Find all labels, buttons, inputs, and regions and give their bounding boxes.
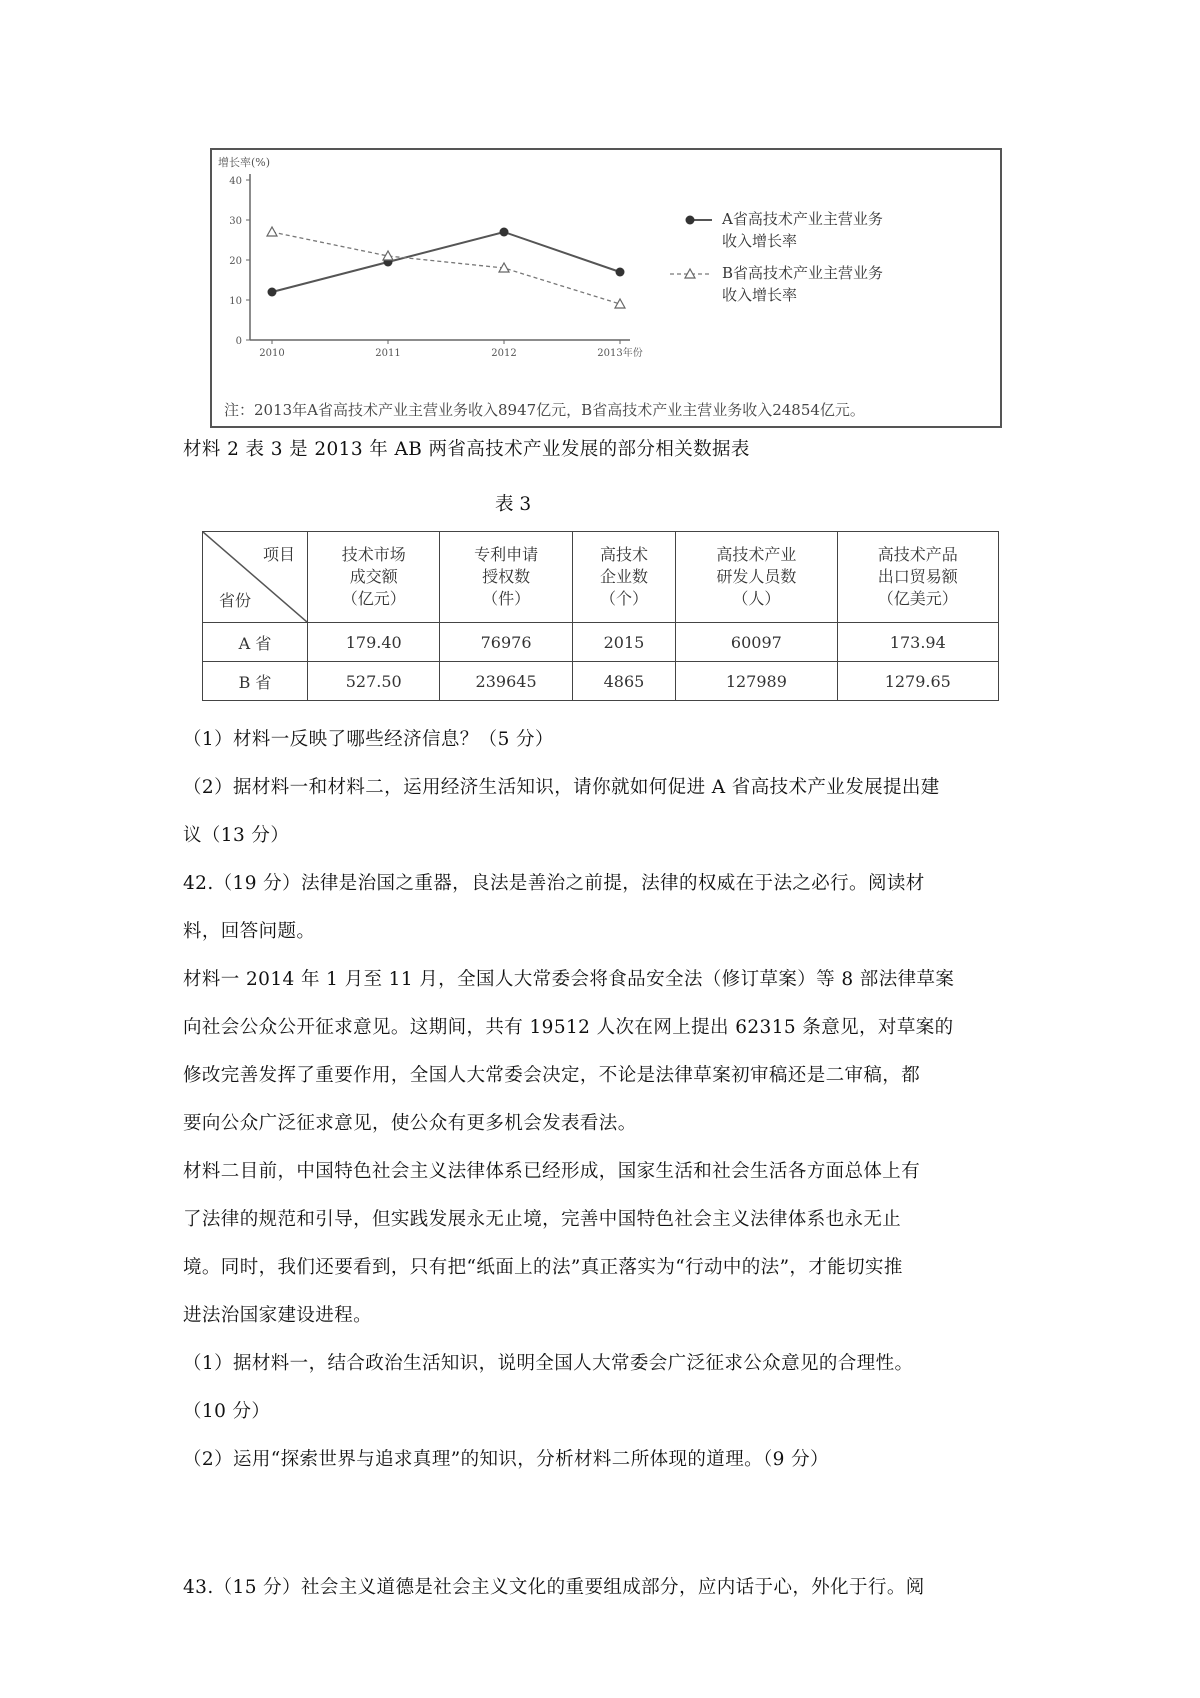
question-42-2: （2）运用“探索世界与追求真理”的知识，分析材料二所体现的道理。（9 分） [183, 1449, 829, 1470]
table-header-cell: 高技术产品 出口贸易额 （亿美元） [837, 532, 998, 623]
table-cell: 4865 [572, 662, 675, 701]
material-1-line: 修改完善发挥了重要作用，全国人大常委会决定，不论是法律草案初审稿还是二审稿，都 [183, 1065, 921, 1086]
table-row [203, 662, 999, 701]
series-line-b [272, 232, 620, 304]
material-1-line: 材料一 2014 年 1 月至 11 月，全国人大常委会将食品安全法（修订草案）等 8 部法律草案 [183, 969, 955, 990]
table-header-row [203, 532, 999, 623]
row-label: B 省 [203, 662, 308, 701]
legend-item-b [722, 262, 883, 306]
y-tick-label: 20 [229, 256, 242, 267]
y-tick-label: 0 [235, 336, 242, 347]
question-42-1: （1）据材料一，结合政治生活知识，说明全国人大常委会广泛征求公众意见的合理性。 [183, 1353, 914, 1374]
table-header-cell: 高技术 企业数 （个） [572, 532, 675, 623]
question-43-stem: 43.（15 分）社会主义道德是社会主义文化的重要组成部分，应内话于心，外化于行。阅 [183, 1577, 925, 1598]
data-point-b [267, 227, 277, 236]
legend-a-line1: A省高技术产业主营业务 [722, 210, 883, 228]
table-cell: 2015 [572, 623, 675, 662]
table-cell: 173.94 [837, 623, 998, 662]
table-header-cell: 高技术产业 研发人员数 （人） [676, 532, 837, 623]
table-cell: 127989 [676, 662, 837, 701]
question-41-1: （1）材料一反映了哪些经济信息？（5 分） [183, 729, 554, 750]
table-cell: 60097 [676, 623, 837, 662]
table-header-cell: 技术市场 成交额 （亿元） [308, 532, 440, 623]
table-caption: 表 3 [495, 494, 532, 515]
row-label: A 省 [203, 623, 308, 662]
x-tick-label: 2011 [375, 348, 401, 359]
corner-label-province: 省份 [219, 591, 252, 610]
question-41-2: （2）据材料一和材料二，运用经济生活知识，请你就如何促进 A 省高技术产业发展提出建 [183, 777, 940, 798]
y-axis-label: 增长率(%) [218, 156, 271, 169]
material-1-line: 要向公众广泛征求意见，使公众有更多机会发表看法。 [183, 1113, 637, 1134]
y-tick-label: 10 [229, 296, 242, 307]
question-41-2-cont: 议（13 分） [183, 825, 290, 846]
table-header-cell: 专利申请 授权数 （件） [440, 532, 572, 623]
legend-item-a [722, 208, 883, 252]
material-2-line: 了法律的规范和引导，但实践发展永无止境，完善中国特色社会主义法律体系也永无止 [183, 1209, 902, 1230]
material-1-line: 向社会公众公开征求意见。这期间，共有 19512 人次在网上提出 62315 条意见，对草案的 [183, 1017, 954, 1038]
data-point-a [616, 268, 625, 277]
question-42-stem-cont: 料，回答问题。 [183, 921, 316, 942]
legend-marker-a [686, 216, 695, 225]
legend-b-line1: B省高技术产业主营业务 [722, 264, 884, 282]
material-2-line: 材料二目前，中国特色社会主义法律体系已经形成，国家生活和社会生活各方面总体上有 [183, 1161, 921, 1182]
x-tick-label: 2012 [491, 348, 517, 359]
data-table-3 [202, 531, 999, 701]
chart-note: 注：2013年A省高技术产业主营业务收入8947亿元，B省高技术产业主营业务收入24854亿元。 [224, 401, 865, 419]
material2-intro: 材料 2 表 3 是 2013 年 AB 两省高技术产业发展的部分相关数据表 [183, 439, 750, 460]
growth-rate-chart [210, 148, 1002, 428]
question-42-stem: 42.（19 分）法律是治国之重器，良法是善治之前提，法律的权威在于法之必行。阅读材 [183, 873, 925, 894]
table-row [203, 623, 999, 662]
corner-label-item: 项目 [262, 545, 295, 564]
data-point-a [268, 288, 277, 297]
x-tick-label: 2013年份 [597, 348, 643, 359]
table-cell: 527.50 [308, 662, 440, 701]
table-cell: 239645 [440, 662, 572, 701]
table-cell: 76976 [440, 623, 572, 662]
material-2-line: 境。同时，我们还要看到，只有把“纸面上的法”真正落实为“行动中的法”，才能切实推 [183, 1257, 903, 1278]
x-tick-label: 2010 [259, 348, 285, 359]
table-corner-cell [203, 532, 308, 623]
data-point-a [500, 228, 509, 237]
y-tick-label: 30 [229, 216, 242, 227]
y-tick-label: 40 [229, 176, 242, 187]
table-cell: 179.40 [308, 623, 440, 662]
material-2-line: 进法治国家建设进程。 [183, 1305, 373, 1326]
table-cell: 1279.65 [837, 662, 998, 701]
question-42-1-score: （10 分） [183, 1401, 271, 1422]
legend-b-line2: 收入增长率 [722, 286, 798, 304]
legend-a-line2: 收入增长率 [722, 232, 798, 250]
